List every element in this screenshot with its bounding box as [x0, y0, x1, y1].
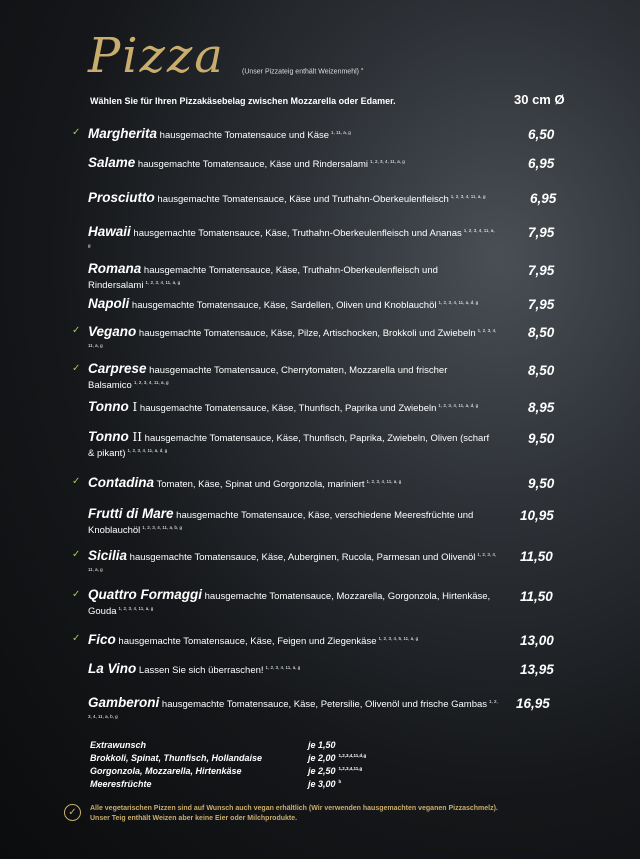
menu-item	[88, 263, 498, 292]
vegan-leaf-icon: ✓	[64, 804, 81, 821]
item-price: 11,50	[520, 589, 553, 604]
item-name: Gamberoni	[88, 695, 160, 711]
menu-item	[88, 549, 498, 579]
item-name: Quattro Formaggi	[88, 587, 202, 602]
item-description: hausgemachte Tomatensauce, Käse, Auberginen, Rucola, Parmesan und Olivenöl	[127, 552, 476, 564]
extra-row	[90, 740, 450, 753]
menu-item	[88, 225, 498, 255]
footer-line-1: Alle vegetarischen Pizzen sind auf Wunsch auch vegan erhältlich (Wir verwenden hausgemachten veganen Pizzaschmelz).	[90, 805, 498, 812]
item-allergens: 1, 2, 3, 4, 5, 11, a, g	[378, 636, 419, 641]
item-name: Prosciutto	[88, 190, 155, 206]
extra-allergen: 1,2,3,4,11,g	[338, 766, 363, 771]
vegetarian-check-icon: ✓	[72, 127, 81, 138]
item-allergens: 1, 2, 3, 4, 11, a, g	[145, 280, 181, 285]
item-price: 10,95	[520, 508, 554, 523]
item-allergens: 1, 11, a, g	[331, 130, 351, 135]
menu-item	[88, 662, 498, 677]
item-description: hausgemachte Tomatensauce, Käse, Thunfisch, Paprika, Zwiebeln, Oliven (scharf & pikant)	[88, 433, 490, 460]
item-price: 13,00	[520, 633, 554, 648]
item-price: 9,50	[528, 476, 555, 491]
item-description: hausgemachte Tomatensauce, Käse, Feigen und Ziegenkäse	[115, 636, 377, 648]
extra-label: Meeresfrüchte	[90, 779, 152, 789]
item-name: Sicilia	[88, 548, 128, 564]
item-allergens: 1, 2, 3, 4, 11, a, g	[88, 552, 497, 573]
item-price: 16,95	[516, 696, 550, 711]
item-price: 7,95	[528, 225, 555, 240]
item-name: Hawaii	[88, 224, 131, 240]
item-name: Tonno	[88, 399, 129, 415]
menu-item	[88, 696, 498, 726]
item-name: Salame	[88, 155, 136, 171]
item-description: hausgemachte Tomatensauce, Käse, Truthahn-Oberkeulenfleisch und Ananas	[130, 228, 462, 240]
item-allergens: 1, 2, 3, 4, 11, a, d, g	[438, 300, 479, 305]
item-description: hausgemachte Tomatensauce, Käse, verschiedene Meeresfrüchte und Knoblauchöl	[88, 510, 474, 537]
extra-row	[90, 753, 450, 766]
item-description: hausgemachte Tomatensauce und Käse	[157, 130, 330, 142]
item-allergens: 1, 2, 3, 4, 11, a, b, g	[88, 699, 498, 720]
item-price: 13,95	[520, 662, 554, 677]
item-description: hausgemachte Tomatensauce, Käse, Pilze, Artischocken, Brokkoli und Zwiebeln	[136, 328, 476, 340]
item-description: hausgemachte Tomatensauce, Käse, Sardellen, Oliven und Knoblauchöl	[129, 300, 437, 312]
item-numeral: II	[128, 430, 143, 444]
title-note-text: (Unser Pizzateig enthält Weizenmehl)	[242, 68, 359, 76]
item-allergens: 1, 2, 3, 4, 11, a, d, g	[127, 448, 168, 453]
menu-item	[88, 476, 498, 491]
item-price: 7,95	[528, 263, 555, 278]
item-description: hausgemachte Tomatensauce, Mozzarella, Gorgonzola, Hirtenkäse, Gouda	[88, 591, 491, 618]
vegetarian-check-icon: ✓	[72, 476, 81, 487]
item-allergens: 1, 2, 3, 4, 11, a, g	[450, 194, 486, 199]
menu-item	[88, 508, 498, 537]
menu-item	[88, 127, 498, 142]
menu-item	[88, 400, 498, 415]
menu-item	[88, 191, 498, 206]
size-header: 30 cm Ø	[514, 92, 565, 107]
item-allergens: 1, 2, 3, 4, 11, a, g	[88, 228, 495, 249]
item-numeral: I	[128, 400, 138, 415]
item-price: 6,95	[530, 191, 557, 206]
vegetarian-check-icon: ✓	[72, 633, 81, 644]
item-name: Romana	[88, 261, 142, 276]
title-note-allergen: a	[360, 66, 364, 71]
item-price: 6,95	[528, 156, 555, 171]
vegetarian-check-icon: ✓	[72, 325, 81, 336]
item-description: hausgemachte Tomatensauce, Käse und Rindersalami	[135, 159, 369, 171]
item-allergens: 1, 2, 3, 4, 11, a, g	[133, 380, 169, 385]
menu-item	[88, 297, 498, 312]
item-description: hausgemachte Tomatensauce, Cherrytomaten, Mozzarella und frischer Balsamico	[88, 365, 448, 392]
extra-price: je 3,00 $^b$	[308, 779, 342, 789]
title-note	[242, 66, 363, 75]
menu-item	[88, 431, 498, 460]
item-description: Lassen Sie sich überraschen!	[136, 665, 264, 677]
item-description: hausgemachte Tomatensauce, Käse, Thunfisch, Paprika und Zwiebeln	[137, 403, 437, 415]
item-name: Fico	[88, 632, 116, 648]
vegetarian-check-icon: ✓	[72, 589, 81, 600]
item-allergens: 1, 2, 3, 4, 11, a, d, g	[438, 403, 479, 408]
menu-title: Pizza	[88, 28, 225, 84]
item-name: La Vino	[88, 661, 137, 677]
item-name: Contadina	[88, 475, 154, 491]
item-name: Napoli	[88, 296, 130, 312]
extra-label: Gorgonzola, Mozzarella, Hirtenkäse	[90, 766, 242, 776]
item-description: hausgemachte Tomatensauce, Käse, Petersilie, Olivenöl und frische Gambas	[159, 699, 488, 711]
item-allergens: 1, 2, 3, 4, 11, a, g	[366, 479, 402, 484]
item-name: Frutti di Mare	[88, 506, 174, 521]
extra-row	[90, 766, 450, 779]
cheese-choice-note: Wählen Sie für Ihren Pizzakäsebelag zwischen Mozzarella oder Edamer.	[90, 96, 396, 106]
item-description: hausgemachte Tomatensauce, Käse und Truthahn-Oberkeulenfleisch	[154, 194, 449, 206]
item-allergens: 1, 2, 3, 4, 11, a, b, g	[142, 525, 182, 530]
footer-note	[90, 804, 610, 824]
item-price: 8,50	[528, 325, 555, 340]
menu-item	[88, 633, 498, 648]
item-allergens: 1, 2, 3, 4, 11, a, g	[88, 328, 497, 349]
extra-allergen: b	[338, 779, 342, 784]
item-name: Vegano	[88, 324, 137, 340]
extra-label: Extrawunsch	[90, 740, 147, 750]
footer-line-2: Unser Teig enthält Weizen aber keine Eier oder Milchprodukte.	[90, 815, 298, 822]
item-name: Tonno	[88, 429, 129, 444]
item-allergens: 1, 2, 3, 4, 11, a, g	[370, 159, 405, 164]
item-price: 6,50	[528, 127, 555, 142]
menu-item	[88, 156, 498, 171]
extra-price: je 2,00 $^{1,2,3,4,11,d,g}$	[308, 753, 367, 763]
item-name: Carprese	[88, 361, 147, 376]
extras-list	[90, 740, 450, 792]
item-price: 8,50	[528, 363, 555, 378]
item-description: hausgemachte Tomatensauce, Käse, Truthahn-Oberkeulenfleisch und Rindersalami	[88, 265, 438, 292]
vegetarian-check-icon: ✓	[72, 363, 81, 374]
menu-item	[88, 325, 498, 355]
vegetarian-check-icon: ✓	[72, 549, 81, 560]
extra-price: je 1,50	[308, 740, 336, 750]
item-name: Margherita	[88, 126, 158, 142]
extra-allergen: 1,2,3,4,11,d,g	[338, 753, 367, 758]
item-price: 11,50	[520, 549, 553, 564]
item-description: Tomaten, Käse, Spinat und Gorgonzola, mariniert	[154, 479, 365, 491]
item-allergens: 1, 2, 3, 4, 11, a, g	[265, 665, 301, 670]
menu-item	[88, 363, 498, 392]
extra-price: je 2,50 $^{1,2,3,4,11,g}$	[308, 766, 363, 776]
extra-row	[90, 779, 450, 792]
extra-label: Brokkoli, Spinat, Thunfisch, Hollandaise	[90, 753, 263, 763]
item-price: 7,95	[528, 297, 555, 312]
menu-item	[88, 589, 498, 618]
item-allergens: 1, 2, 3, 4, 11, a, g	[118, 606, 154, 611]
item-price: 8,95	[528, 400, 555, 415]
item-price: 9,50	[528, 431, 555, 446]
